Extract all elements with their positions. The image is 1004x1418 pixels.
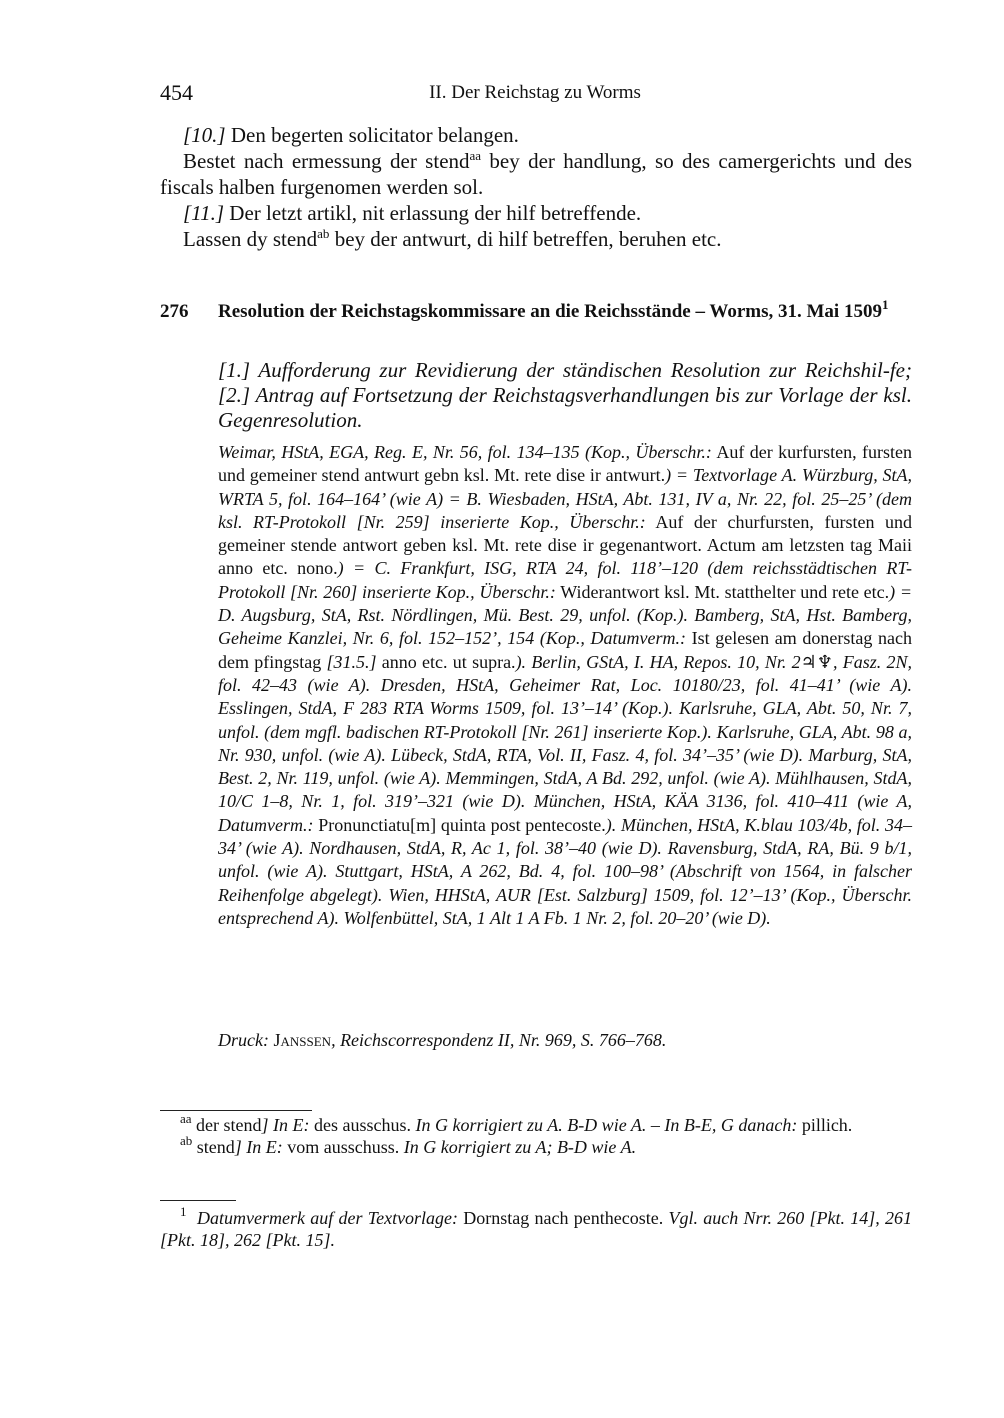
main-text bbox=[160, 122, 912, 252]
source-list bbox=[218, 441, 912, 930]
druck-author: Janssen bbox=[273, 1030, 332, 1050]
source-citation: Weimar, HStA, EGA, Reg. E, Nr. 56, fol. 134–135 (Kop., Überschr.: bbox=[218, 442, 712, 462]
footnote-italic: In G korrigiert zu A; B-D wie A. bbox=[403, 1137, 637, 1157]
footnote-ref-ab: ab bbox=[317, 226, 330, 241]
footnote-italic: Datumvermerk auf der Textvorlage: bbox=[197, 1208, 459, 1228]
paragraph-text: Der letzt artikl, nit erlassung der hilf betreffende. bbox=[224, 201, 642, 225]
paragraph-text: bey der handlung, so des camergerichts und des fiscals halben furgenomen werden sol. bbox=[160, 149, 912, 199]
source-quote: anno etc. ut supra. bbox=[376, 651, 516, 672]
footnote-ref-aa: aa bbox=[469, 148, 482, 163]
paragraph-11-body bbox=[160, 226, 912, 252]
apparatus-notes bbox=[160, 1111, 912, 1158]
paragraph-11 bbox=[160, 200, 912, 226]
footnote-marker: 1 bbox=[180, 1204, 187, 1219]
footnote-ref-1: 1 bbox=[881, 297, 889, 312]
footnote-italic: In G korrigiert zu A. B-D wie A. – In B-E, G danach: bbox=[415, 1115, 798, 1135]
source-citation: ) = D. Augsburg, StA, Rst. Nördlingen, Mü. Best. 29, unfol. (Kop.). Bamberg, StA, Hst. Bamberg, Geheime Kanzlei, Nr. 6, fol. 152–152’, 154 (Kop., Datumverm.: bbox=[218, 581, 912, 649]
footnote-text: Dornstag nach penthecoste. bbox=[458, 1208, 669, 1228]
druck-title: , Reichscorrespondenz II, Nr. 969, S. 766–768. bbox=[331, 1030, 667, 1050]
source-citation: ) = C. Frankfurt, ISG, RTA 24, fol. 118’–120 (dem reichsstädtischen RT-Protokoll [Nr. 260] inserierte Kop., Überschr.: bbox=[218, 558, 912, 602]
numbered-notes bbox=[160, 1204, 912, 1251]
footnote-aa bbox=[160, 1111, 912, 1136]
footnote-rule bbox=[160, 1200, 236, 1201]
footnote-lemma: stend bbox=[192, 1137, 235, 1157]
footnote-text: vom ausschuss. bbox=[282, 1137, 404, 1157]
source-citation: ) = Textvorlage A. Würzburg, StA, WRTA 5, fol. 164–164’ (wie A) = B. Wiesbaden, HStA, Abt. 131, IV a, Nr. 22, fol. 25–25’ (dem ksl. RT-Protokoll [Nr. 259] inserierte Kop., Überschr.: bbox=[218, 465, 912, 532]
source-quote: Widerantwort ksl. Mt. statthelter und rete etc. bbox=[555, 581, 890, 602]
document-title bbox=[218, 297, 912, 324]
footnote-text: pillich. bbox=[797, 1115, 853, 1135]
document-title-text: Resolution der Reichstagskommissare an die Reichsstände – Worms, 31. Mai 1509 bbox=[218, 301, 882, 322]
footnote-text: des ausschus. bbox=[309, 1115, 416, 1135]
druck-label: Druck: bbox=[218, 1030, 269, 1050]
paragraph-text: Lassen dy stend bbox=[183, 227, 318, 251]
footnote-lemma: der stend bbox=[191, 1115, 262, 1135]
footnote-italic: ] In E: bbox=[234, 1137, 283, 1157]
source-citation: ). München, HStA, K.blau 103/4b, fol. 34–34’ (wie A). Nordhausen, StdA, R, Ac 1, fol. 38’–40 (wie D). Ravensburg, StdA, RA, Bü. 9 b/1, unfol. (wie A). Stuttgart, HStA, A 262, Bd. 4, fol. 100–98’ (Abschrift von 1564, in falscher Reihenfolge abgelegt). Wien, HHStA, AUR [Est. Salzburg] 1509, fol. 12’–13’ (Kop., Überschr. entsprechend A). Wolfenbüttel, StA, 1 Alt 1 A Fb. 1 Nr. 2, fol. 20–20’ (wie D). bbox=[218, 814, 912, 928]
footnote-marker: ab bbox=[180, 1133, 193, 1148]
page-number: 454 bbox=[160, 80, 193, 105]
document-heading bbox=[160, 297, 912, 324]
section-marker: [10.] bbox=[183, 123, 226, 147]
footnote-ab bbox=[160, 1133, 912, 1158]
running-title: II. Der Reichstag zu Worms bbox=[429, 82, 641, 103]
footnote-marker: aa bbox=[180, 1111, 192, 1126]
paragraph-text: Den begerten solicitator belangen. bbox=[225, 123, 519, 147]
source-quote: Auf der kurfursten, fursten und gemeiner stend antwurt gebn ksl. Mt. rete dise ir antwurt. bbox=[218, 442, 912, 486]
running-header bbox=[160, 80, 910, 110]
source-quote: ♃♆ bbox=[800, 651, 833, 672]
section-marker: [11.] bbox=[183, 201, 225, 225]
footnote-italic: ] In E: bbox=[261, 1115, 310, 1135]
paragraph-text: bey der antwurt, di hilf betreffen, beruhen etc. bbox=[329, 227, 722, 251]
source-quote: Ist gelesen am donerstag nach dem pfingstag bbox=[218, 628, 912, 672]
source-quote: Pronunctiatu[m] quinta post pentecoste. bbox=[313, 814, 606, 835]
footnote-1 bbox=[160, 1204, 912, 1251]
footnote-italic: Vgl. auch Nrr. 260 [Pkt. 14], 261 [Pkt. 18], 262 [Pkt. 15]. bbox=[160, 1208, 912, 1250]
source-citation: ). Berlin, GStA, I. HA, Repos. 10, Nr. 2 bbox=[515, 651, 801, 672]
source-quote: Auf der churfursten, fursten und gemeiner stende antwort geben ksl. Mt. rete dise ir gegenantwort. Actum am letzsten tag Maii anno etc. nono. bbox=[218, 511, 913, 579]
source-citation: [31.5.] bbox=[326, 651, 377, 672]
paragraph-10-body bbox=[160, 148, 912, 200]
paragraph-text: Bestet nach ermessung der stend bbox=[183, 149, 470, 173]
print-reference bbox=[218, 1028, 912, 1052]
document-number: 276 bbox=[160, 301, 189, 322]
paragraph-10 bbox=[160, 122, 912, 148]
regest: [1.] Aufforderung zur Revidierung der ständischen Resolution zur Reichshil-fe; [2.] Antrag auf Fortsetzung der Reichstagsverhandlungen bis zur Vorlage der ksl. Gegenresolution. bbox=[218, 358, 912, 432]
source-citation: , Fasz. 2N, fol. 42–43 (wie A). Dresden, HStA, Geheimer Rat, Loc. 10180/23, fol. 41–41’ (wie A). Esslingen, StdA, F 283 RTA Worms 1509, fol. 13’–14’ (Kop.). Karlsruhe, GLA, Abt. 50, Nr. 7, unfol. (dem mgfl. badischen RT-Protokoll [Nr. 261] inserierte Kop.). Karlsruhe, GLA, Abt. 98 a, Nr. 930, unfol. (wie A). Lübeck, StdA, RTA, Vol. II, Fasz. 4, fol. 34’–35’ (wie D). Marburg, StA, Best. 2, Nr. 119, unfol. (wie A). Memmingen, StdA, A Bd. 292, unfol. (wie A). Mühlhausen, StdA, 10/C 1–8, Nr. 1, fol. 319’–321 (wie D). München, HStA, KÄA 3136, fol. 410–411 (wie A, Datumverm.: bbox=[218, 651, 912, 835]
